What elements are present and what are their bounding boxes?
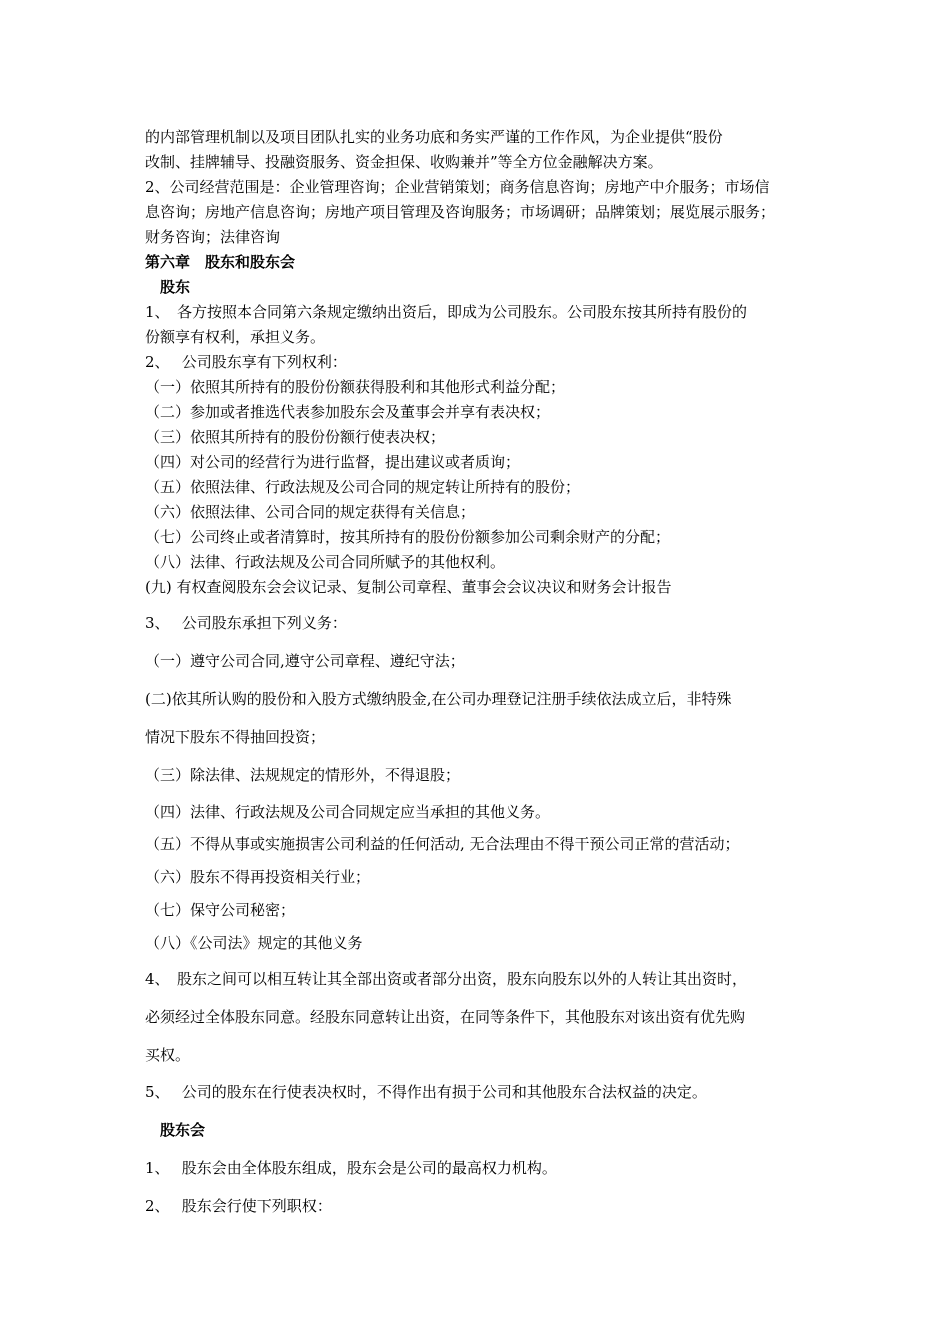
list-item: （四）对公司的经营行为进行监督，提出建议或者质询； xyxy=(145,453,521,471)
paragraph-line: 息咨询；房地产信息咨询；房地产项目管理及咨询服务；市场调研；品牌策划；展览展示服务； xyxy=(145,203,776,221)
paragraph-line: 2、 公司股东享有下列权利： xyxy=(145,353,347,371)
section-heading: 股东 xyxy=(145,278,191,296)
list-item: （五）依照法律、行政法规及公司合同的规定转让所持有的股份； xyxy=(145,478,581,496)
paragraph-line: 2、公司经营范围是：企业管理咨询；企业营销策划；商务信息咨询；房地产中介服务；市场信 xyxy=(145,178,770,196)
paragraph-line: 3、 公司股东承担下列义务： xyxy=(145,614,347,632)
paragraph-line: 必须经过全体股东同意。经股东同意转让出资，在同等条件下，其他股东对该出资有优先购 xyxy=(145,1008,746,1026)
paragraph-line: 2、 股东会行使下列职权： xyxy=(145,1197,332,1215)
list-item: （四）法律、行政法规及公司合同规定应当承担的其他义务。 xyxy=(145,803,551,821)
list-item: （七）公司终止或者清算时，按其所持有的股份份额参加公司剩余财产的分配； xyxy=(145,528,671,546)
list-item: （二）参加或者推选代表参加股东会及董事会并享有表决权； xyxy=(145,403,551,421)
chapter-heading: 第六章 股东和股东会 xyxy=(145,253,296,271)
list-item: （一）遵守公司合同,遵守公司章程、遵纪守法； xyxy=(145,652,465,670)
paragraph-line: 5、 公司的股东在行使表决权时，不得作出有损于公司和其他股东合法权益的决定。 xyxy=(145,1083,707,1101)
list-item: （一）依照其所持有的股份份额获得股利和其他形式利益分配； xyxy=(145,378,566,396)
list-item: （三）除法律、法规规定的情形外，不得退股； xyxy=(145,766,461,784)
list-item: （六）股东不得再投资相关行业； xyxy=(145,868,371,886)
list-item: （八）《公司法》规定的其他义务 xyxy=(145,934,363,952)
list-item: (二)依其所认购的股份和入股方式缴纳股金,在公司办理登记注册手续依法成立后，非特殊 xyxy=(145,690,732,708)
paragraph-line: 买权。 xyxy=(145,1046,191,1064)
list-item: （七）保守公司秘密； xyxy=(145,901,296,919)
list-item: （八）法律、行政法规及公司合同所赋予的其他权利。 xyxy=(145,553,506,571)
section-heading: 股东会 xyxy=(145,1121,206,1139)
paragraph-line: 改制、挂牌辅导、投融资服务、资金担保、收购兼并”等全方位金融解决方案。 xyxy=(145,153,663,171)
paragraph-line: 的内部管理机制以及项目团队扎实的业务功底和务实严谨的工作作风，为企业提供“股份 xyxy=(145,128,723,146)
paragraph-line: 4、 股东之间可以相互转让其全部出资或者部分出资，股东向股东以外的人转让其出资时， xyxy=(145,970,748,988)
paragraph-line: 1、 各方按照本合同第六条规定缴纳出资后，即成为公司股东。公司股东按其所持有股份的 xyxy=(145,303,748,321)
list-item: （三）依照其所持有的股份份额行使表决权； xyxy=(145,428,446,446)
list-item: （五）不得从事或实施损害公司利益的任何活动, 无合法理由不得干预公司正常的营活动； xyxy=(145,835,740,853)
paragraph-line: 1、 股东会由全体股东组成，股东会是公司的最高权力机构。 xyxy=(145,1159,557,1177)
paragraph-line: 财务咨询；法律咨询 xyxy=(145,228,281,246)
list-item: (九) 有权查阅股东会会议记录、复制公司章程、董事会会议决议和财务会计报告 xyxy=(145,578,672,596)
paragraph-line: 情况下股东不得抽回投资； xyxy=(145,728,326,746)
paragraph-line: 份额享有权利，承担义务。 xyxy=(145,328,326,346)
list-item: （六）依照法律、公司合同的规定获得有关信息； xyxy=(145,503,476,521)
